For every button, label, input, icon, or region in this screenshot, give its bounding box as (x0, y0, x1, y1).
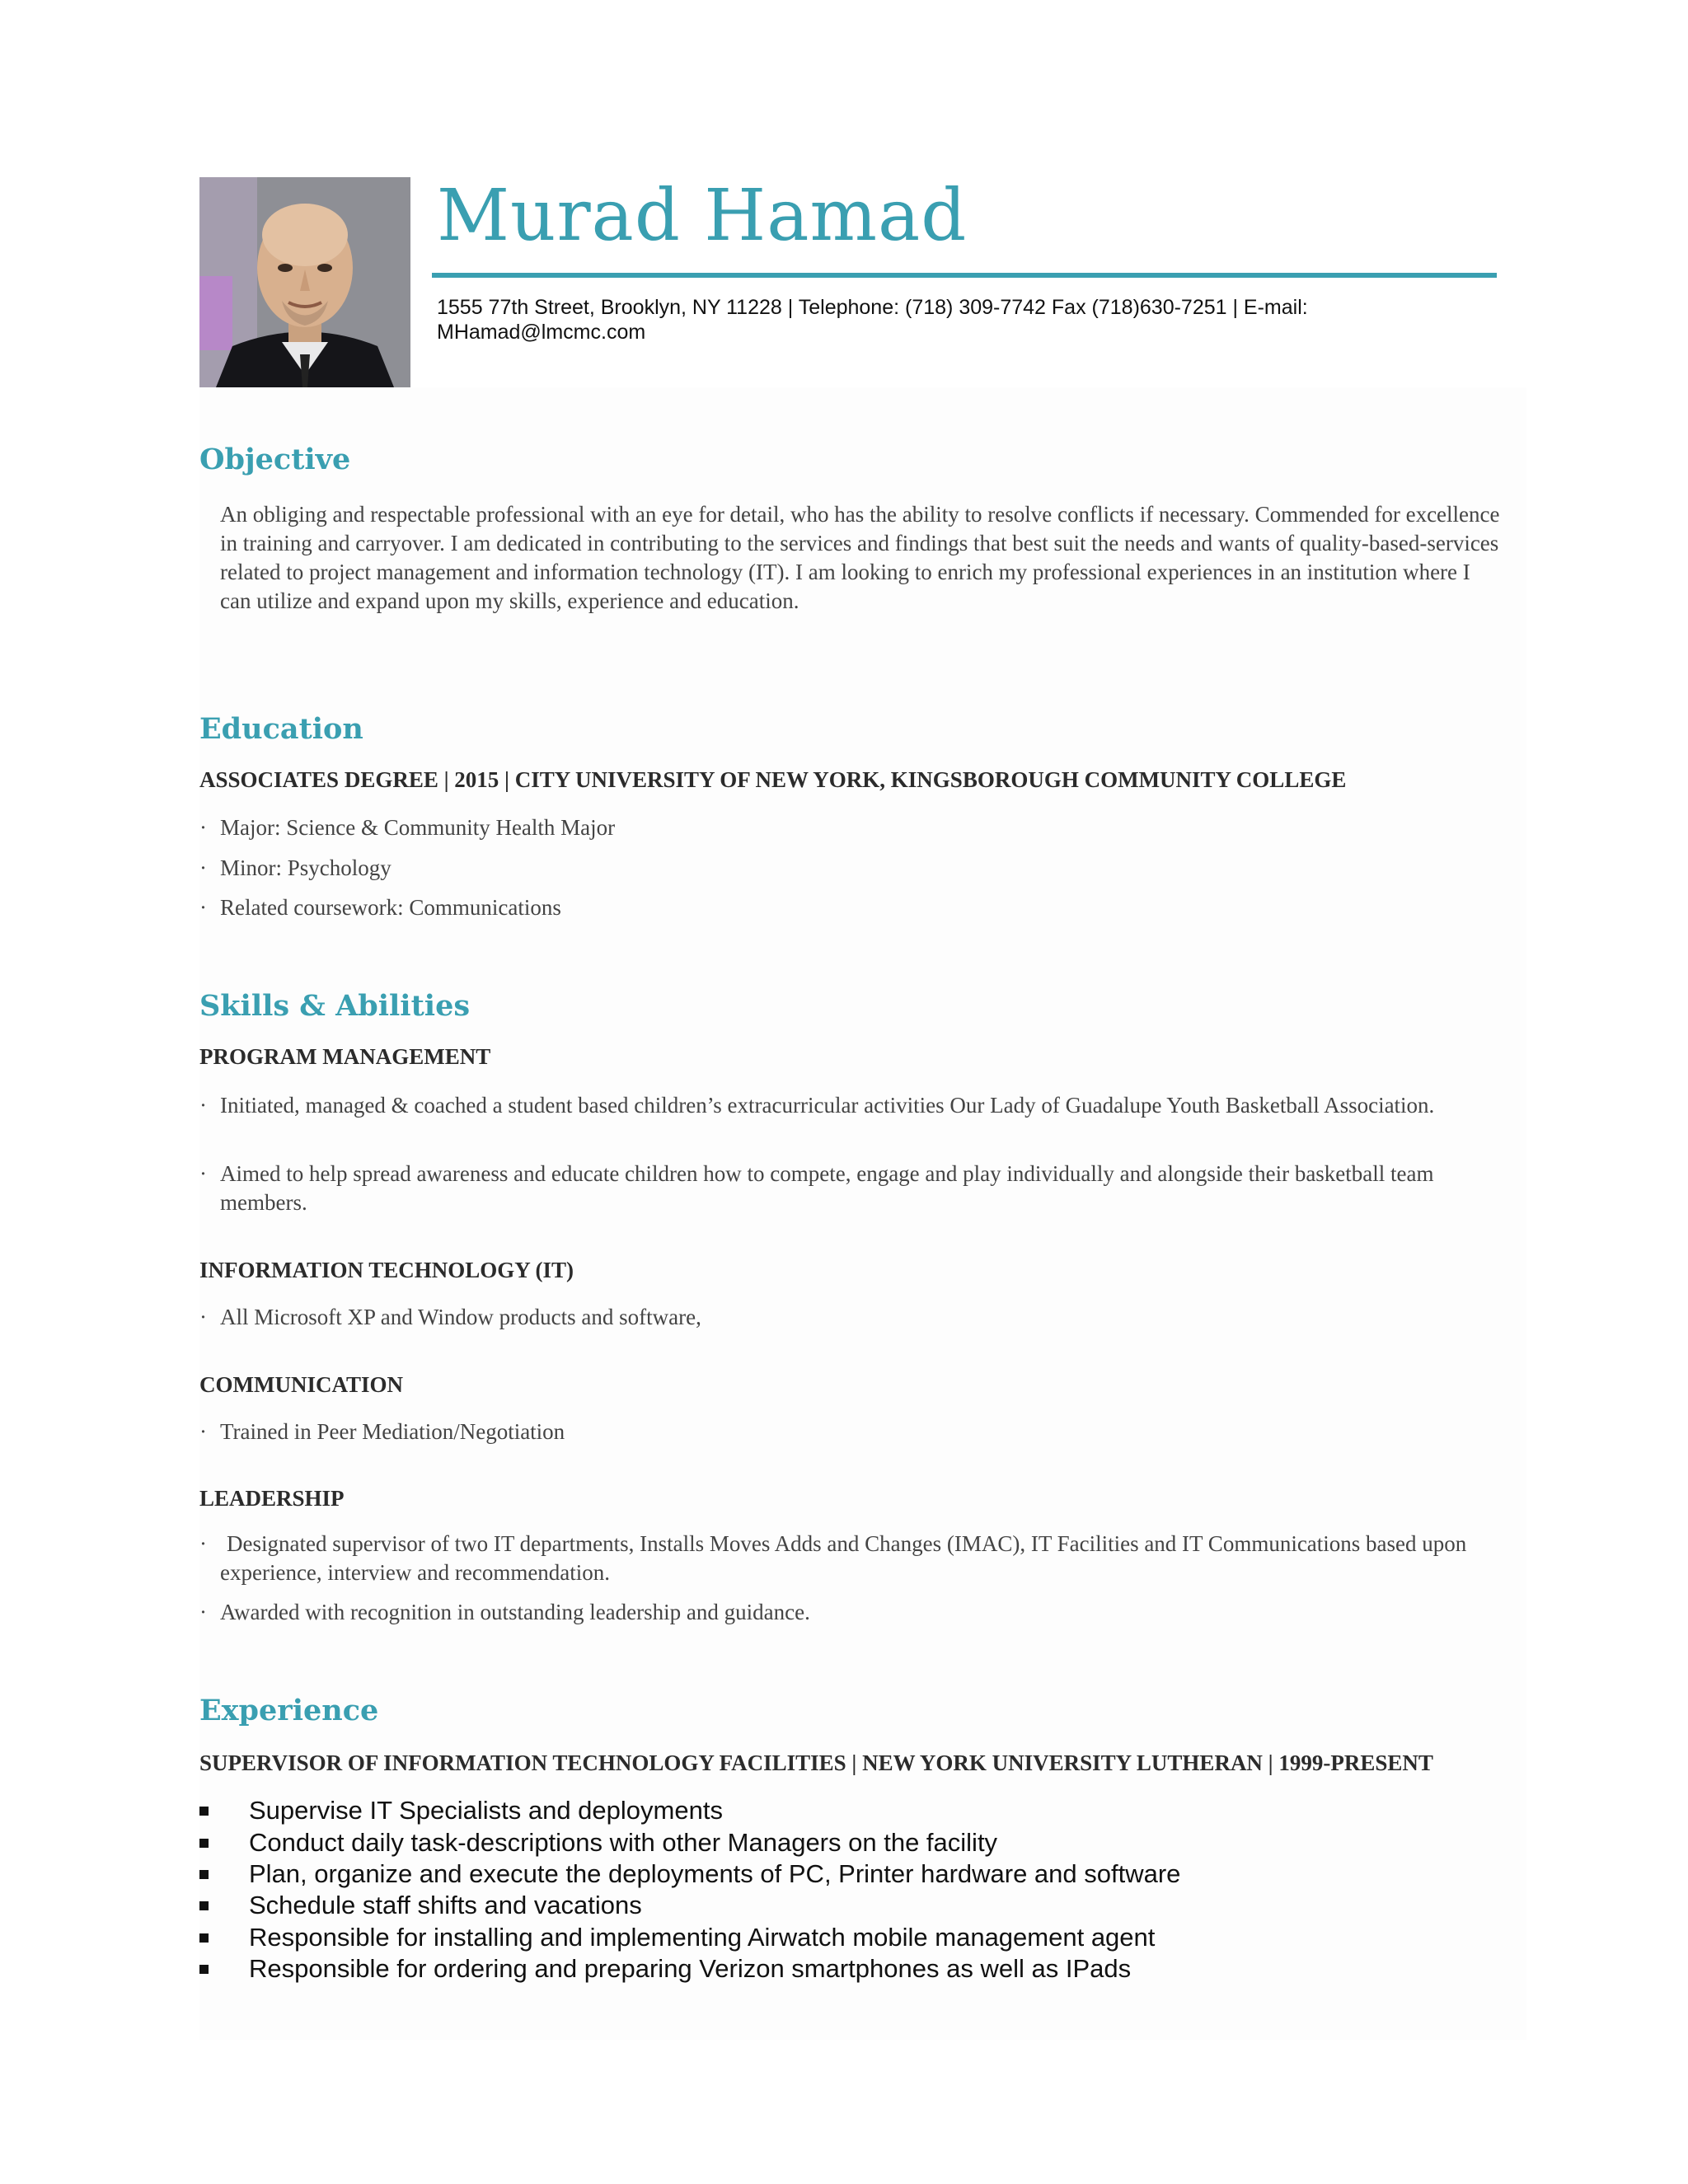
bullet-dot: · (199, 895, 207, 920)
bullet-dot: · (199, 1600, 207, 1624)
bullet-dot: · (199, 855, 207, 880)
skills-heading: Skills & Abilities (199, 989, 471, 1023)
skill-group-title: INFORMATION TECHNOLOGY (IT) (199, 1258, 574, 1282)
experience-item: Schedule staff shifts and vacations (199, 1890, 1510, 1921)
square-bullet-icon (199, 1807, 209, 1816)
education-item: · Minor: Psychology (199, 854, 1510, 883)
objective-heading: Objective (199, 443, 351, 476)
skill-item: · Awarded with recognition in outstanding leadership and guidance. (199, 1598, 1510, 1627)
skill-item: · Initiated, managed & coached a student based children’s extracurricular activities Our Lady of Guadalupe Youth Basketball Association. (199, 1091, 1510, 1120)
education-degree: ASSOCIATES DEGREE | 2015 | CITY UNIVERSITY OF NEW YORK, KINGSBOROUGH COMMUNITY COLLEGE (199, 767, 1347, 792)
square-bullet-icon (199, 1965, 209, 1974)
bullet-dot: · (199, 815, 207, 840)
bullet-dot: · (199, 1531, 207, 1556)
contact-info: 1555 77th Street, Brooklyn, NY 11228 | Telephone: (718) 309-7742 Fax (718)630-7251 | E-mail: MHamad@lmcmc.com (437, 296, 1308, 344)
bullet-dot: · (199, 1305, 207, 1329)
skill-item: · Trained in Peer Mediation/Negotiation (199, 1418, 1510, 1446)
skill-group-title: COMMUNICATION (199, 1372, 403, 1397)
experience-item: Responsible for installing and implementing Airwatch mobile management agent (199, 1922, 1510, 1953)
bullet-dot: · (199, 1419, 207, 1444)
name-divider (432, 273, 1497, 278)
skill-group-title: PROGRAM MANAGEMENT (199, 1044, 491, 1069)
square-bullet-icon (199, 1870, 209, 1879)
square-bullet-icon (199, 1839, 209, 1848)
candidate-name: Murad Hamad (437, 175, 968, 257)
skill-group-title: LEADERSHIP (199, 1486, 345, 1511)
profile-photo (199, 177, 410, 387)
experience-heading: Experience (199, 1694, 379, 1727)
experience-role: SUPERVISOR OF INFORMATION TECHNOLOGY FACILITIES | NEW YORK UNIVERSITY LUTHERAN | 1999-PRESENT (199, 1750, 1433, 1775)
experience-item: Plan, organize and execute the deployments of PC, Printer hardware and software (199, 1858, 1510, 1890)
education-heading: Education (199, 712, 363, 746)
skill-item: · Aimed to help spread awareness and educate children how to compete, engage and play individually and alongside their basketball team members. (199, 1161, 1434, 1215)
experience-item: Responsible for ordering and preparing Verizon smartphones as well as IPads (199, 1953, 1510, 1985)
experience-item: Supervise IT Specialists and deployments (199, 1795, 1510, 1826)
square-bullet-icon (199, 1933, 209, 1943)
experience-item: Conduct daily task-descriptions with other Managers on the facility (199, 1827, 1510, 1858)
bullet-dot: · (199, 1093, 207, 1118)
education-item: · Major: Science & Community Health Major (199, 813, 1510, 842)
square-bullet-icon (199, 1901, 209, 1910)
objective-text: An obliging and respectable professional with an eye for detail, who has the ability to resolve conflicts if necessary. Commended for excellence in training and carryover. I am dedicated in contributing to the services and findings that best suit the needs and wants of quality-based-services related to project management and information technology (IT). I am looking to enrich my professional experiences in an institution where I can utilize and expand upon my skills, experience and education. (220, 502, 1500, 613)
skill-item: · All Microsoft XP and Window products and software, (199, 1303, 1510, 1332)
skill-item: · Designated supervisor of two IT departments, Installs Moves Adds and Changes (IMAC), IT Facilities and IT Communications based upon experience, interview and recommendation. (199, 1531, 1467, 1585)
education-item: · Related coursework: Communications (199, 893, 1510, 922)
bullet-dot: · (199, 1161, 207, 1186)
